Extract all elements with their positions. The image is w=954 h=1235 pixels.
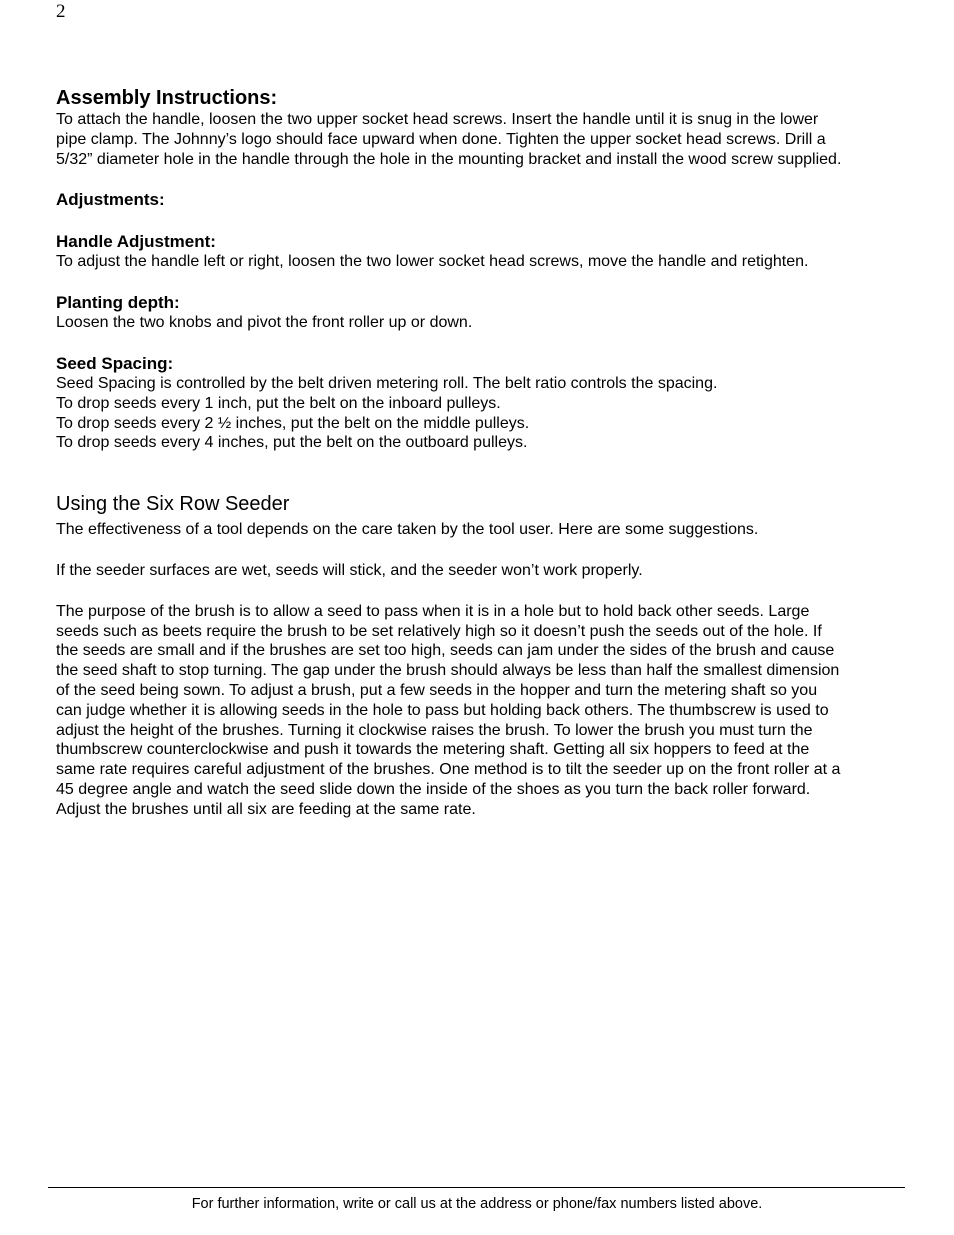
- handle-adjustment-paragraph: To adjust the handle left or right, loosen the two lower socket head screws, move the handle and retighten.: [56, 253, 809, 271]
- assembly-paragraph: To attach the handle, loosen the two upper socket head screws. Insert the handle until it is snug in the lower pipe clamp. The Johnny’s logo should face upward when done. Tighten the upper socket head screws. Drill a 5/32” diameter hole in the handle through the hole in the mounting bracket and install the wood screw supplied.: [56, 111, 842, 168]
- seed-spacing-heading: Seed Spacing:: [56, 353, 174, 373]
- handle-adjustment-heading: Handle Adjustment:: [56, 232, 216, 252]
- using-seeder-heading: Using the Six Row Seeder: [56, 493, 290, 516]
- seed-spacing-line: To drop seeds every 4 inches, put the belt on the outboard pulleys.: [56, 434, 528, 452]
- using-paragraph-brush: The purpose of the brush is to allow a seed to pass when it is in a hole but to hold back other seeds. Large seeds such as beets require the brush to be set relatively high so it doesn’t push the seeds out of the hole. If the seeds are small and if the brushes are set too high, seeds can jam under the sides of the brush and cause the seed shaft to stop turning. The gap under the brush should always be less than half the smallest dimension of the seed being sown. To adjust a brush, put a few seeds in the hopper and turn the metering shaft so you can judge whether it is allowing seeds in the hole to pass but holding back others. The thumbscrew is used to adjust the height of the brushes. Turning it clockwise raises the brush. To lower the brush you must turn the thumbscrew counterclockwise and push it towards the metering shaft. Getting all six hoppers to feed at the same rate requires careful adjustment of the brushes. One method is to tilt the seeder up on the front roller at a 45 degree angle and watch the seed slide down the inside of the shoes as you turn the back roller forward. Adjust the brushes until all six are feeding at the same rate.: [56, 602, 841, 818]
- seed-spacing-line: To drop seeds every 1 inch, put the belt on the inboard pulleys.: [56, 394, 501, 412]
- assembly-heading: Assembly Instructions:: [56, 87, 278, 109]
- using-paragraph-effectiveness: The effectiveness of a tool depends on the care taken by the tool user. Here are some suggestions.: [56, 521, 759, 539]
- seed-spacing-line: Seed Spacing is controlled by the belt driven metering roll. The belt ratio controls the spacing.: [56, 374, 718, 392]
- footer-divider: [48, 1187, 905, 1188]
- planting-depth-heading: Planting depth:: [56, 293, 180, 313]
- document-body: [56, 86, 916, 820]
- planting-depth-paragraph: Loosen the two knobs and pivot the front roller up or down.: [56, 314, 473, 332]
- footer-text: For further information, write or call us at the address or phone/fax numbers listed above.: [191, 1196, 763, 1212]
- page-number: 2: [56, 1, 66, 22]
- seed-spacing-line: To drop seeds every 2 ½ inches, put the belt on the middle pulleys.: [56, 414, 530, 432]
- using-paragraph-wet-surfaces: If the seeder surfaces are wet, seeds will stick, and the seeder won’t work properly.: [56, 561, 643, 579]
- adjustments-heading: Adjustments:: [56, 190, 165, 210]
